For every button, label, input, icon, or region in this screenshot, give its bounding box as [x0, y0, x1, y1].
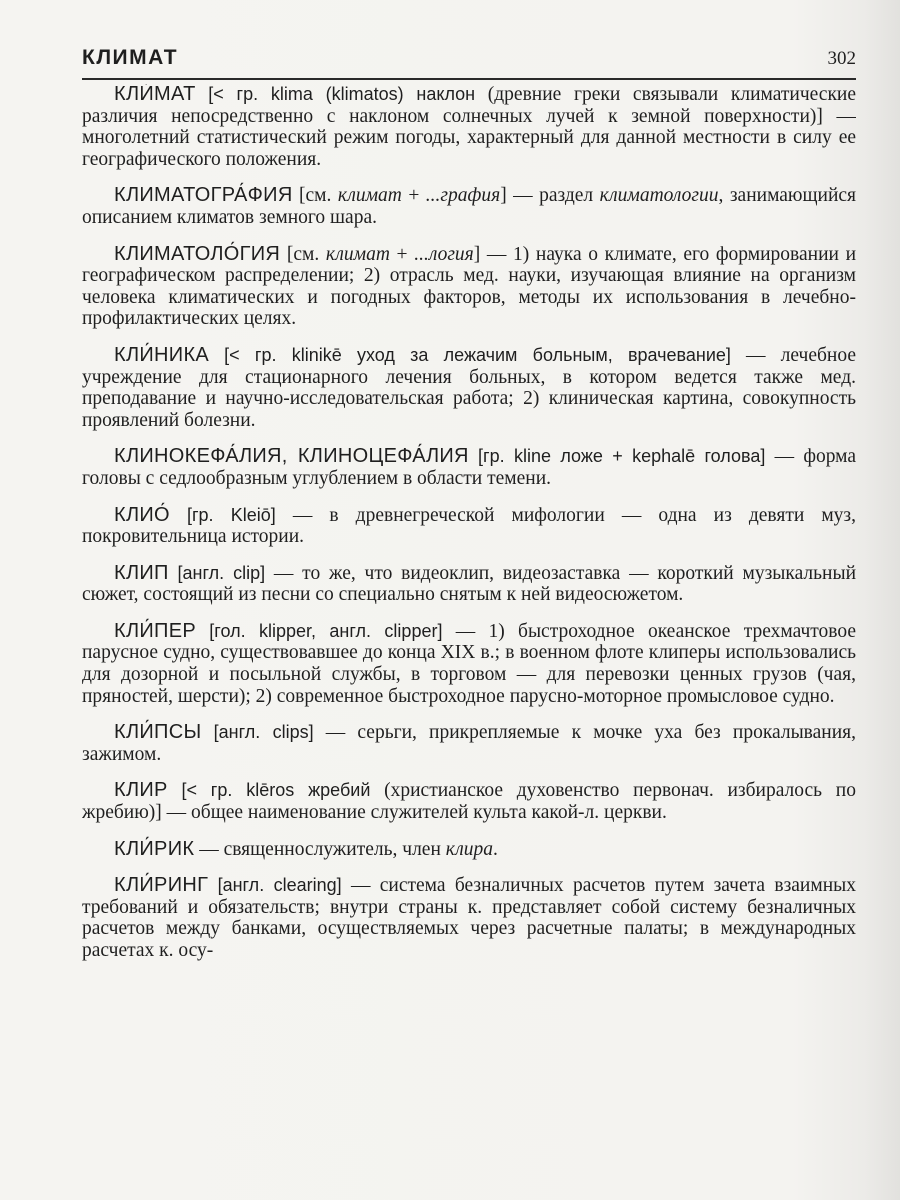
entry-kliring [82, 875, 856, 961]
headword: КЛИ́ПЕР [114, 619, 197, 642]
etymology: [< гр. klima (klimatos) наклон [208, 84, 476, 104]
definition: . [493, 838, 498, 860]
definition: , занимающийся описанием климатов земного шара. [82, 185, 856, 228]
etymology-close: ] [473, 243, 481, 265]
headword: КЛИР [114, 779, 168, 802]
definition: — в древнегреческой мифологии — одна из девяти муз, покровительница истории. [82, 504, 856, 548]
definition: (древние греки связывали климатические различия непосредственно с наклоном солнечных лучей к земной поверхности)] — многолетний статистический режим погоды, характерный для данной местности в силу ее географического положения. [82, 84, 856, 170]
etymology-close: ] [500, 185, 507, 207]
page-header [82, 44, 856, 80]
running-head: КЛИМАТ [82, 46, 179, 69]
cross-reference: клира [445, 838, 494, 860]
headword: КЛИНОКЕФА́ЛИЯ, КЛИНОЦЕФА́ЛИЯ [114, 445, 469, 468]
entry-klip [82, 563, 856, 606]
entry-klimatologiya [82, 244, 856, 330]
headword: КЛИ́РИК [114, 837, 195, 860]
etymology: [гр. kline ложе + kephalē голова] [478, 446, 766, 467]
headword: КЛИ́РИНГ [114, 874, 209, 897]
definition: — 1) наука о климате, его формировании и географическом распределении; 2) отрасль мед. науки, изучающая влияние на организм человека климатических и погодных факторов, методы их использования в лечебно-профилактических целях. [82, 243, 856, 330]
cross-reference: ...графия [425, 185, 501, 207]
headword: КЛИМАТОГРА́ФИЯ [114, 184, 293, 207]
entries-column [82, 84, 856, 1154]
headword: КЛИО́ [114, 503, 170, 526]
etymology: [< гр. klēros жребий [181, 780, 371, 801]
entry-klinika [82, 345, 856, 431]
etymology-prefix: [см. [299, 185, 332, 207]
definition: — раздел [506, 185, 600, 207]
entry-kliper [82, 621, 856, 707]
entry-klipsy [82, 722, 856, 765]
definition: — форма головы с седлообразным углублением в области темени. [82, 446, 856, 489]
etymology: [гол. klipper, англ. clipper] [209, 620, 443, 641]
etymology: [англ. clips] [213, 722, 314, 743]
definition: — священнослужитель, член [194, 838, 446, 860]
entry-klimatografiya [82, 185, 856, 228]
entry-klio [82, 505, 856, 548]
cross-reference: ...логия [414, 243, 474, 265]
cross-reference: климатологии [599, 185, 719, 207]
etymology-join: + [401, 185, 426, 207]
entry-klimat [82, 84, 856, 170]
definition: — лечебное учреждение для стационарного лечения больных, в котором ведется также мед. преподавание и научно-исследовательская работа; 2) клиническая картина, совокупность проявлений болезни. [82, 344, 856, 431]
headword: КЛИ́МАТ [114, 84, 196, 105]
cross-reference: климат [337, 185, 402, 207]
etymology: [< гр. klinikē уход за лежачим больным, врачевание] [224, 344, 731, 365]
cross-reference: климат [325, 243, 390, 265]
etymology: [гр. Kleiō] [186, 504, 276, 525]
entry-klir [82, 780, 856, 823]
page-number: 302 [827, 48, 856, 69]
definition: — серьги, прикрепляемые к мочке уха без прокалывания, зажимом. [82, 722, 856, 765]
definition: — то же, что видеоклип, видеозаставка — короткий музыкальный сюжет, состоящий из песни со специально снятым к ней видеосюжетом. [82, 562, 856, 606]
entry-klinokefaliya [82, 446, 856, 489]
headword: КЛИ́НИКА [114, 343, 210, 366]
etymology-prefix: [см. [286, 243, 320, 265]
entry-klirik [82, 839, 856, 861]
etymology: [англ. clearing] [217, 875, 342, 896]
definition: — система безналичных расчетов путем зачета взаимных требований и обязательств; внутри страны к. представляет собой систему безналичных расчетов между банками, осуществляемых через расчетные палаты; в международных расчетах к. осу- [82, 875, 856, 961]
headword: КЛИ́ПСЫ [114, 721, 202, 744]
etymology: [англ. clip] [177, 562, 266, 583]
definition: — 1) быстроходное океанское трехмачтовое парусное судно, существовавшее до конца XIX в.; в военном флоте клиперы использовались для дозорной и посыльной службы, в торговом — для перевозки ценных грузов (чая, пряностей, шерсти); 2) современное быстроходное парусно-моторное промысловое судно. [82, 620, 856, 707]
headword: КЛИМАТОЛО́ГИЯ [114, 242, 281, 265]
definition: (христианское духовенство первонач. избиралось по жребию)] — общее наименование служителей культа какой-л. церкви. [82, 780, 856, 824]
etymology-join: + [389, 243, 415, 265]
headword: КЛИП [114, 561, 169, 584]
